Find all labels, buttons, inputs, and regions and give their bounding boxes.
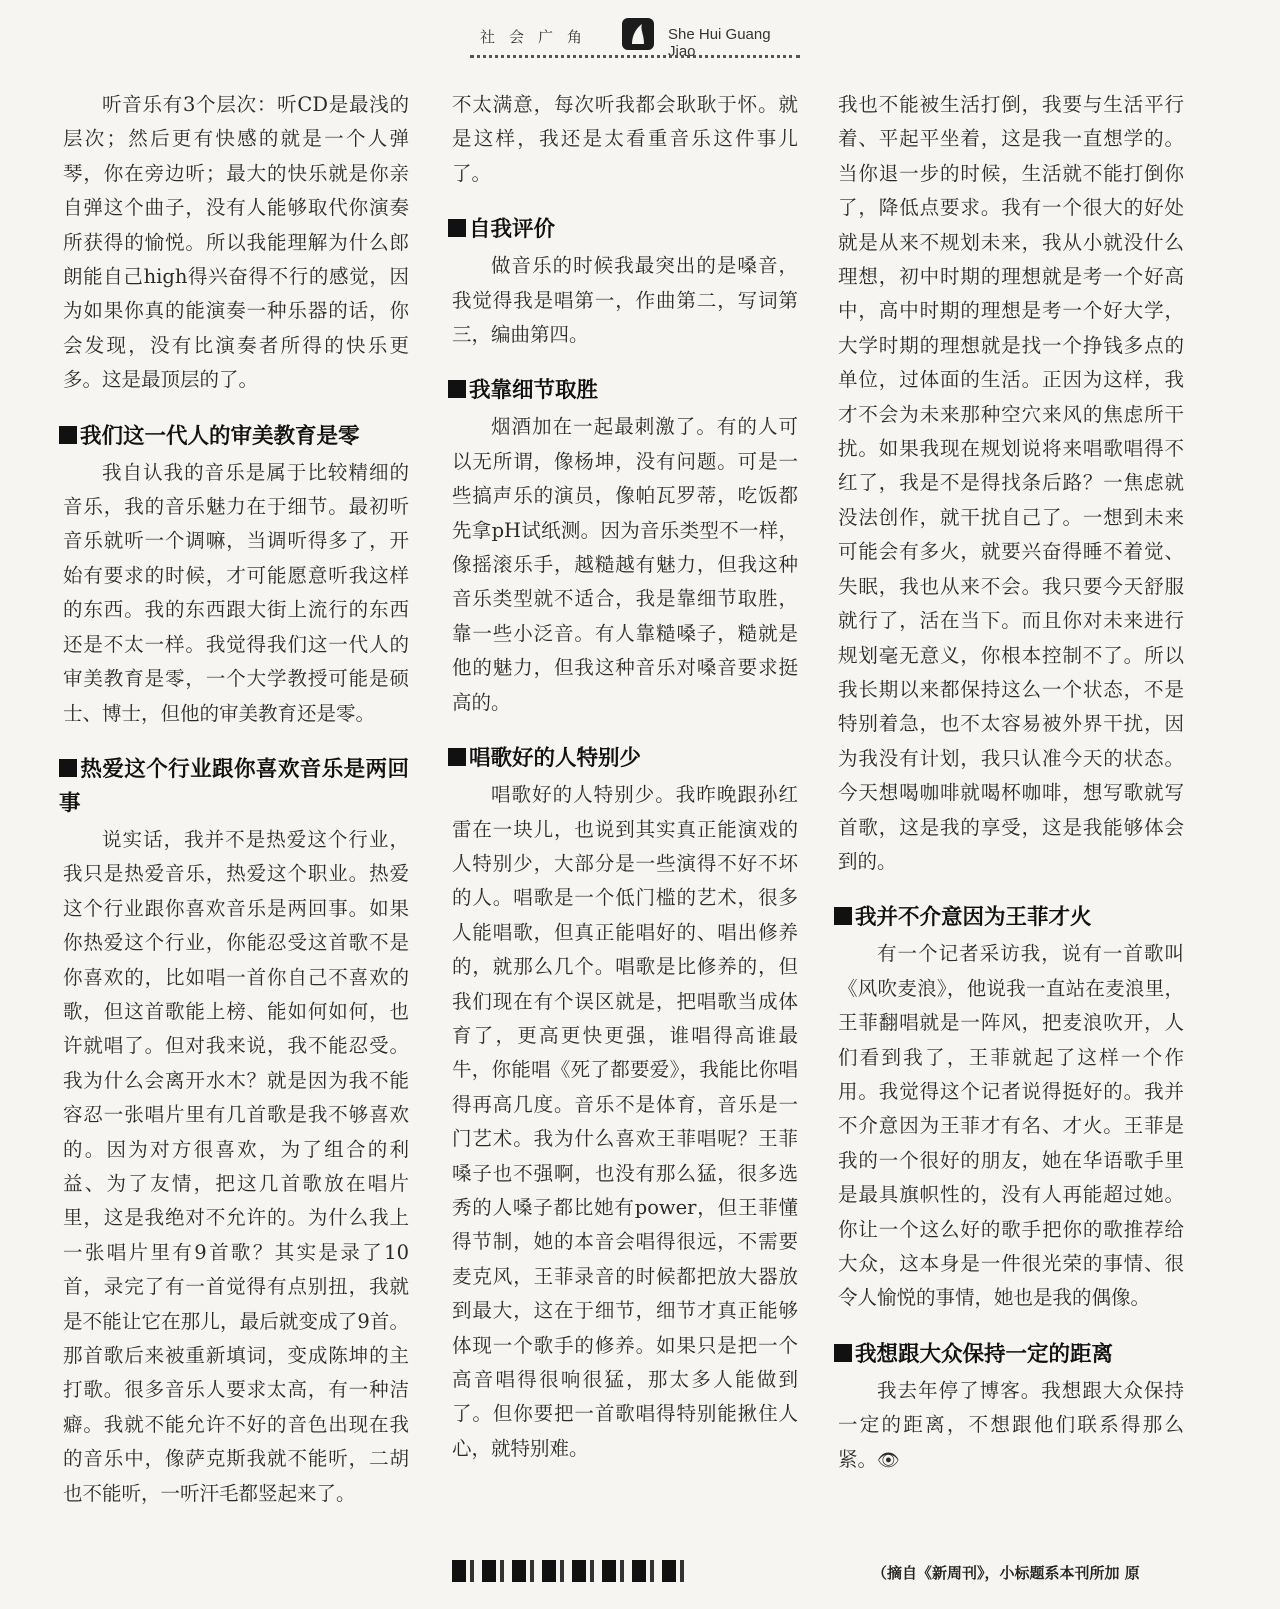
square-bullet-icon (59, 426, 77, 444)
paragraph: 烟酒加在一起最刺激了。有的人可以无所谓，像杨坤，没有问题。可是一些搞声乐的演员，像帕瓦罗蒂，吃饭都先拿pH试纸测。因为音乐类型不一样，像摇滚乐手，越糙越有魅力，但我这种音乐类型就不适合，我是靠细节取胜，靠一些小泛音。有人靠糙嗓子，糙就是他的魅力，但我这种音乐对嗓音要求挺高的。 (452, 415, 798, 714)
paragraph: 有一个记者采访我，说有一首歌叫《风吹麦浪》，他说我一直站在麦浪里，王菲翻唱就是一阵风，把麦浪吹开，人们看到我了，王菲就起了这样一个作用。我觉得这个记者说得挺好的。我并不介意因为王菲才有名、才火。王菲是我的一个很好的朋友，她在华语歌手里是最具旗帜性的，没有人再能超过她。你让一个这么好的歌手把你的歌推荐给大众，这本身是一件很光荣的事情、很令人愉悦的事情，她也是我的偶像。 (838, 942, 1184, 1310)
square-bullet-icon (834, 907, 852, 925)
column-1 (59, 88, 409, 1511)
square-bullet-icon (448, 748, 466, 766)
column-2 (452, 88, 798, 1466)
paragraph: 唱歌好的人特别少。我昨晚跟孙红雷在一块儿，也说到其实真正能演戏的人特别少，大部分是一些演得不好不坏的人。唱歌是一个低门槛的艺术，很多人能唱歌，但真正能唱好的、唱出修养的，就那么几个。唱歌是比修养的，但我们现在有个误区就是，把唱歌当成体育了，更高更快更强，谁唱得高谁最牛，你能唱《死了都要爱》，我能比你唱得再高几度。音乐不是体育，音乐是一门艺术。我为什么喜欢王菲唱呢？王菲嗓子也不强啊，也没有那么猛，很多选秀的人嗓子都比她有power，但王菲懂得节制，她的本音会唱得很远，不需要麦克风，王菲录音的时候都把放大器放到最大，这在于细节，细节才真正能够体现一个歌手的修养。如果只是把一个高音唱得很响很猛，那太多人能做到了。但你要把一首歌唱得特别能揪住人心，就特别难。 (452, 783, 798, 1460)
subheading: 我们这一代人的审美教育是零 (59, 420, 409, 454)
paragraph: 我去年停了博客。我想跟大众保持一定的距离，不想跟他们联系得那么紧。👁 (838, 1378, 1184, 1471)
square-bullet-icon (834, 1344, 852, 1362)
source-note: （摘自《新周刊》，小标题系本刊所加 原 (872, 1564, 1140, 1582)
page-header (470, 10, 800, 60)
subheading: 自我评价 (448, 213, 798, 247)
subheading: 热爱这个行业跟你喜欢音乐是两回事 (59, 756, 409, 816)
subheading: 我想跟大众保持一定的距离 (834, 1338, 1184, 1372)
paragraph: 我自认我的音乐是属于比较精细的音乐，我的音乐魅力在于细节。最初听音乐就听一个调嘛，当调听得多了，开始有要求的时候，才可能愿意听我这样的东西。我的东西跟大街上流行的东西还是不太一样。我觉得我们这一代人的审美教育是零，一个大学教授可能是硕士、博士，但他的审美教育还是零。 (63, 460, 409, 725)
subheading: 唱歌好的人特别少 (448, 742, 798, 776)
section-logo-icon (622, 18, 654, 50)
section-title-en: She Hui Guang Jiao (668, 26, 771, 60)
header-divider (470, 55, 800, 58)
subheading: 我靠细节取胜 (448, 374, 798, 408)
paragraph: 我也不能被生活打倒，我要与生活平行着、平起平坐着，这是我一直想学的。当你退一步的时候，生活就不能打倒你了，降低点要求。我有一个很大的好处就是从来不规划未来，我从小就没什么理想，初中时期的理想就是考一个好高中，高中时期的理想是考一个好大学，大学时期的理想就是找一个挣钱多点的单位，过体面的生活。正因为这样，我才不会为未来那种空穴来风的焦虑所干扰。如果我现在规划说将来唱歌唱得不红了，我是不是得找条后路？一焦虑就没法创作，就干扰自己了。一想到未来可能会有多火，就要兴奋得睡不着觉、失眠，我也从来不会。我只要今天舒服就行了，活在当下。而且你对未来进行规划毫无意义，你根本控制不了。所以我长期以来都保持这么一个状态，不是特别着急，也不太容易被外界干扰，因为我没有计划，我只认准今天的状态。今天想喝咖啡就喝杯咖啡，想写歌就写首歌，这是我的享受，这是我能够体会到的。 (838, 93, 1184, 873)
obscured-heading (452, 1560, 692, 1582)
end-mark-icon: 👁 (877, 1449, 900, 1471)
paragraph: 不太满意，每次听我都会耿耿于怀。就是这样，我还是太看重音乐这件事儿了。 (452, 93, 798, 185)
subheading: 我并不介意因为王菲才火 (834, 901, 1184, 935)
section-title-cn: 社会广角 (480, 28, 597, 46)
column-3 (838, 88, 1184, 1478)
square-bullet-icon (59, 759, 77, 777)
paragraph: 做音乐的时候我最突出的是嗓音，我觉得我是唱第一，作曲第二，写词第三，编曲第四。 (452, 254, 798, 347)
square-bullet-icon (448, 219, 466, 237)
paragraph: 说实话，我并不是热爱这个行业，我只是热爱音乐，热爱这个职业。热爱这个行业跟你喜欢音乐是两回事。如果你热爱这个行业，你能忍受这首歌不是你喜欢的，比如唱一首你自己不喜欢的歌，但这首歌能上榜、能如何如何，也许就唱了。但对我来说，我不能忍受。我为什么会离开水木？就是因为我不能容忍一张唱片里有几首歌是我不够喜欢的。因为对方很喜欢，为了组合的利益、为了友情，把这几首歌放在唱片里，这是我绝对不允许的。为什么我上一张唱片里有9首歌？其实是录了10首，录完了有一首觉得有点别扭，我就是不能让它在那儿，最后就变成了9首。那首歌后来被重新填词，变成陈坤的主打歌。很多音乐人要求太高，有一种洁癖。我就不能允许不好的音色出现在我的音乐中，像萨克斯我就不能听，二胡也不能听，一听汗毛都竖起来了。 (63, 827, 409, 1505)
paragraph: 听音乐有3个层次：听CD是最浅的层次；然后更有快感的就是一个人弹琴，你在旁边听；最大的快乐就是你亲自弹这个曲子，没有人能够取代你演奏所获得的愉悦。所以我能理解为什么郎朗能自己high得兴奋得不行的感觉，因为如果你真的能演奏一种乐器的话，你会发现，没有比演奏者所得的快乐更多。这是最顶层的了。 (63, 93, 409, 392)
square-bullet-icon (448, 380, 466, 398)
